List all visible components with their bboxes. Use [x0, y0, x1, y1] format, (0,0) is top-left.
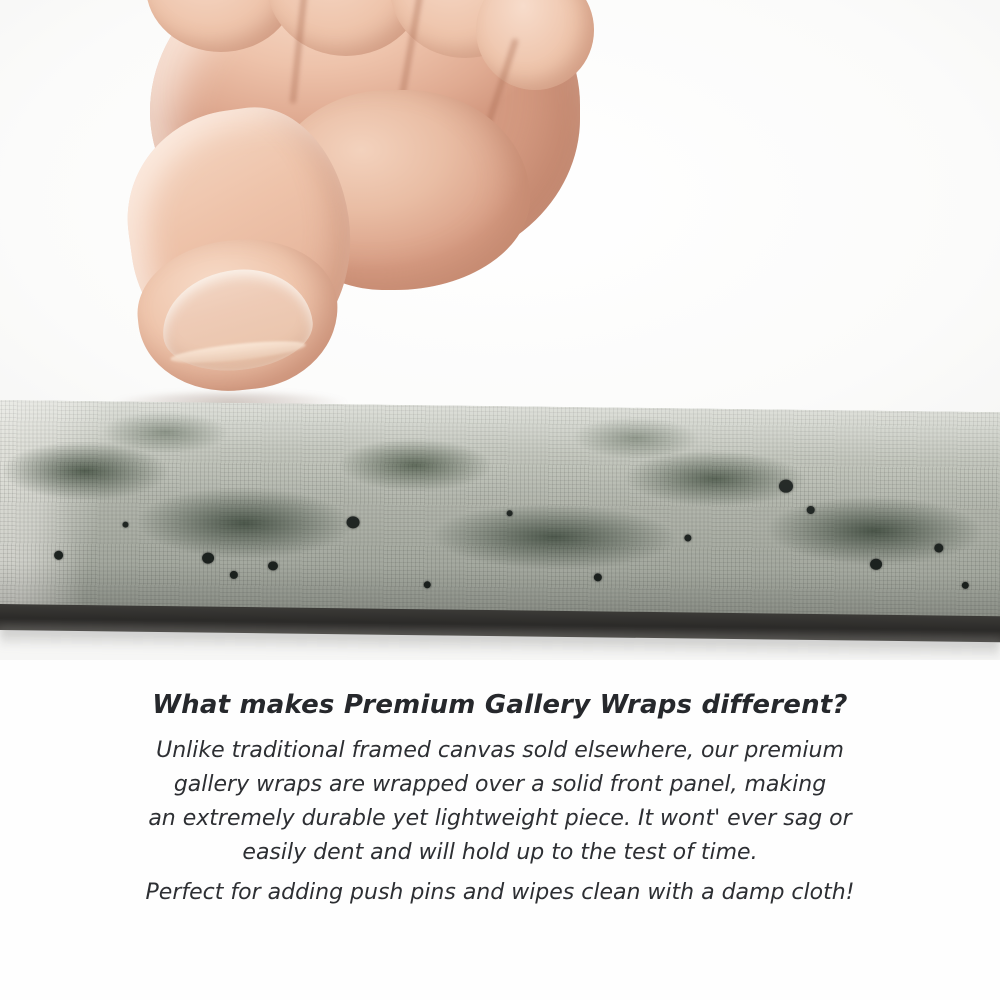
caption-line: an extremely durable yet lightweight piece. It wont' ever sag or: [148, 806, 852, 832]
caption-line: easily dent and will hold up to the test of time.: [242, 840, 758, 866]
caption-closing-line: Perfect for adding push pins and wipes clean with a damp cloth!: [145, 880, 855, 906]
caption-body: [0, 734, 1000, 870]
hand-thumb-pressing-down: [120, 0, 600, 440]
caption-title: What makes Premium Gallery Wraps different?: [152, 690, 848, 720]
gallery-wrap-canvas-edge: [0, 400, 1000, 627]
caption-line: Unlike traditional framed canvas sold elsewhere, our premium: [156, 738, 844, 763]
canvas-lighting-overlay: [0, 400, 1000, 627]
caption-line: gallery wraps are wrapped over a solid front panel, making: [173, 772, 827, 798]
caption-block: [0, 690, 1000, 905]
